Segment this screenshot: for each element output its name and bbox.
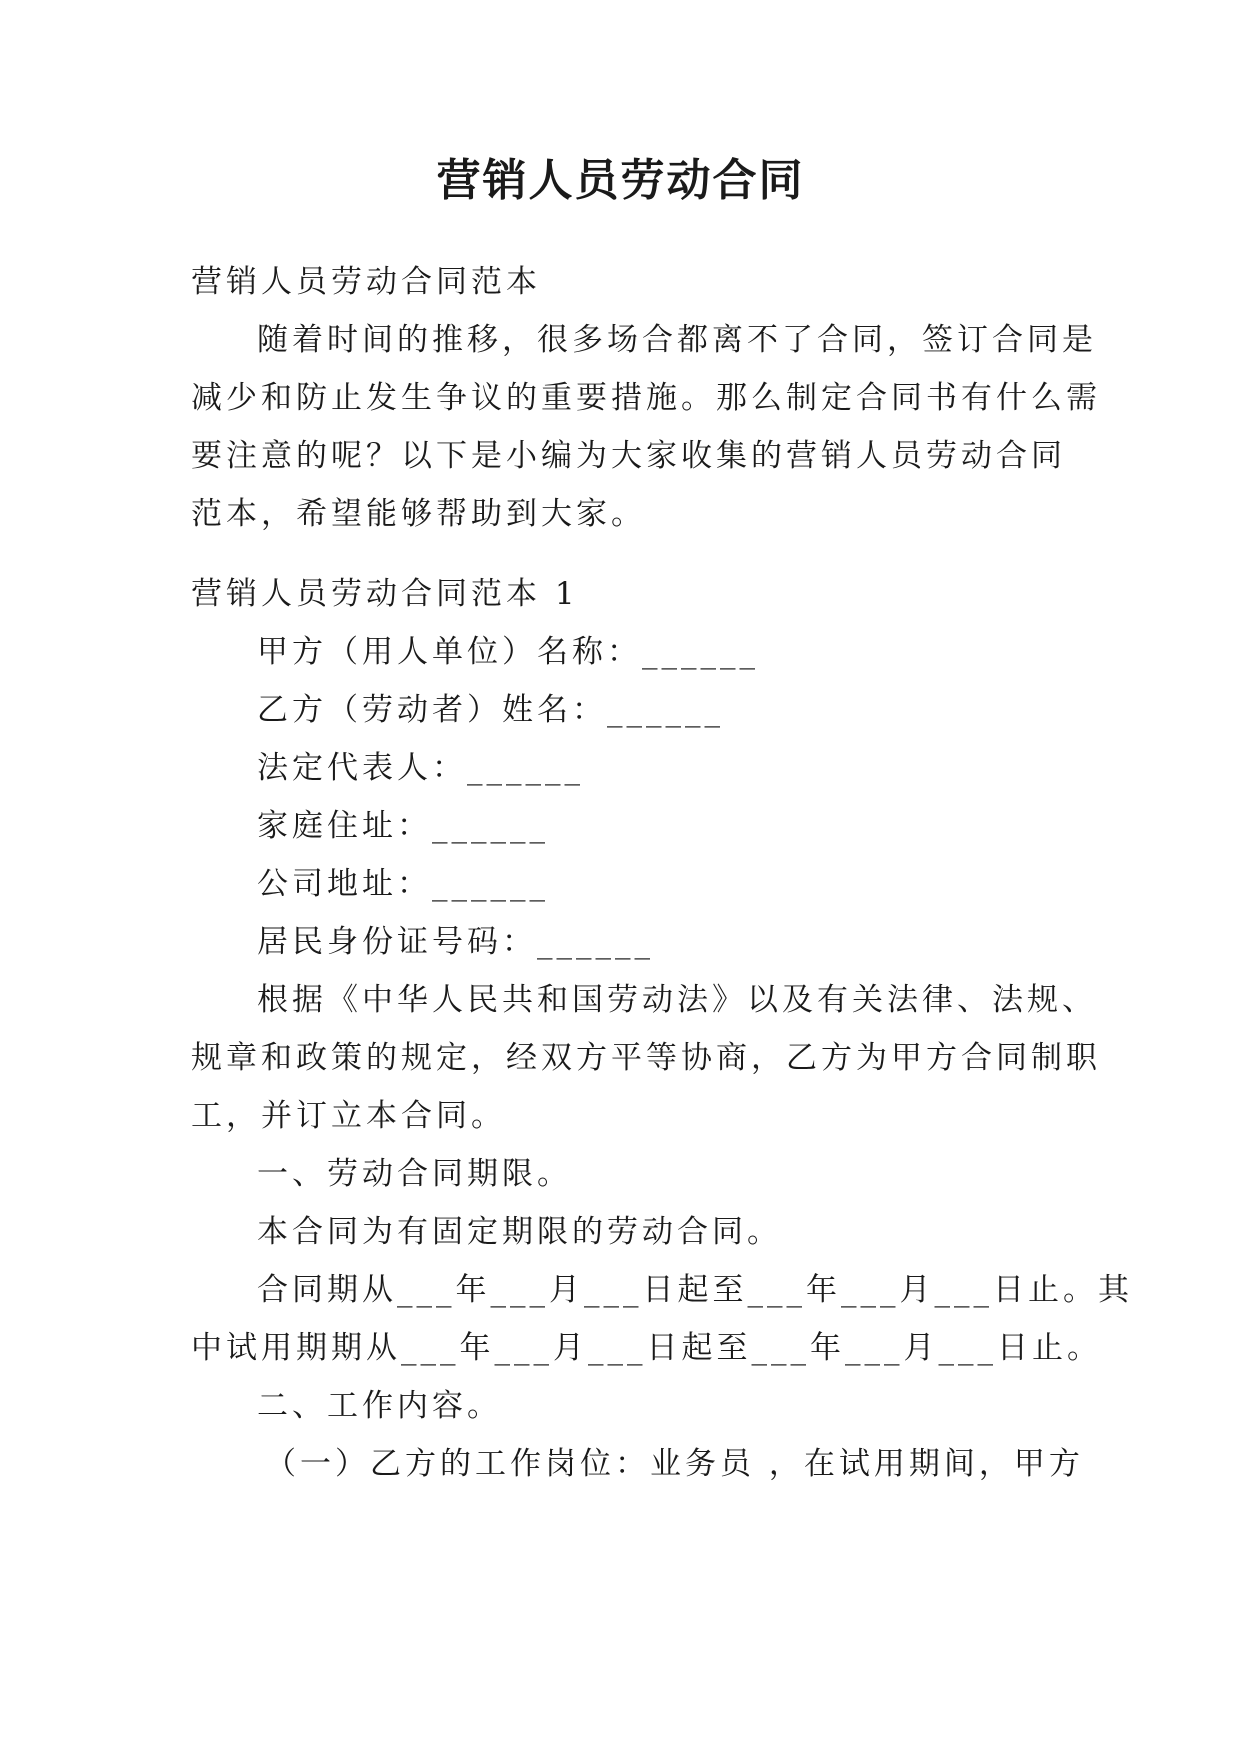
field-id-number: 居民身份证号码：______ <box>257 924 654 960</box>
intro-line: 要注意的呢？以下是小编为大家收集的营销人员劳动合同 <box>191 438 1066 474</box>
clause1-heading: 一、劳动合同期限。 <box>257 1156 572 1192</box>
contract-section <box>191 565 1133 1493</box>
field-legal-representative: 法定代表人：______ <box>257 750 584 786</box>
clause2-item: （一）乙方的工作岗位：业务员 ，在试用期间，甲方 <box>265 1446 1084 1482</box>
field-employer-name: 甲方（用人单位）名称：______ <box>257 634 759 670</box>
field-employee-name: 乙方（劳动者）姓名：______ <box>257 692 724 728</box>
term-line: 中试用期期从___年___月___日起至___年___月___日止。 <box>191 1330 1102 1366</box>
intro-section <box>191 253 1101 543</box>
document-title: 营销人员劳动合同 <box>436 155 805 206</box>
term-line: 合同期从___年___月___日起至___年___月___日止。其 <box>257 1272 1133 1308</box>
intro-heading: 营销人员劳动合同范本 <box>191 264 541 300</box>
intro-line: 随着时间的推移，很多场合都离不了合同，签订合同是 <box>257 322 1097 358</box>
basis-line: 规章和政策的规定，经双方平等协商，乙方为甲方合同制职 <box>191 1040 1101 1076</box>
field-home-address: 家庭住址：______ <box>257 808 549 844</box>
clause2-heading: 二、工作内容。 <box>257 1388 502 1424</box>
section-heading: 营销人员劳动合同范本 1 <box>191 576 579 612</box>
intro-line: 减少和防止发生争议的重要措施。那么制定合同书有什么需 <box>191 380 1101 416</box>
clause1-text: 本合同为有固定期限的劳动合同。 <box>257 1214 782 1250</box>
basis-line: 工，并订立本合同。 <box>191 1098 506 1134</box>
basis-line: 根据《中华人民共和国劳动法》以及有关法律、法规、 <box>257 982 1097 1018</box>
field-company-address: 公司地址：______ <box>257 866 549 902</box>
intro-line: 范本，希望能够帮助到大家。 <box>191 496 646 532</box>
